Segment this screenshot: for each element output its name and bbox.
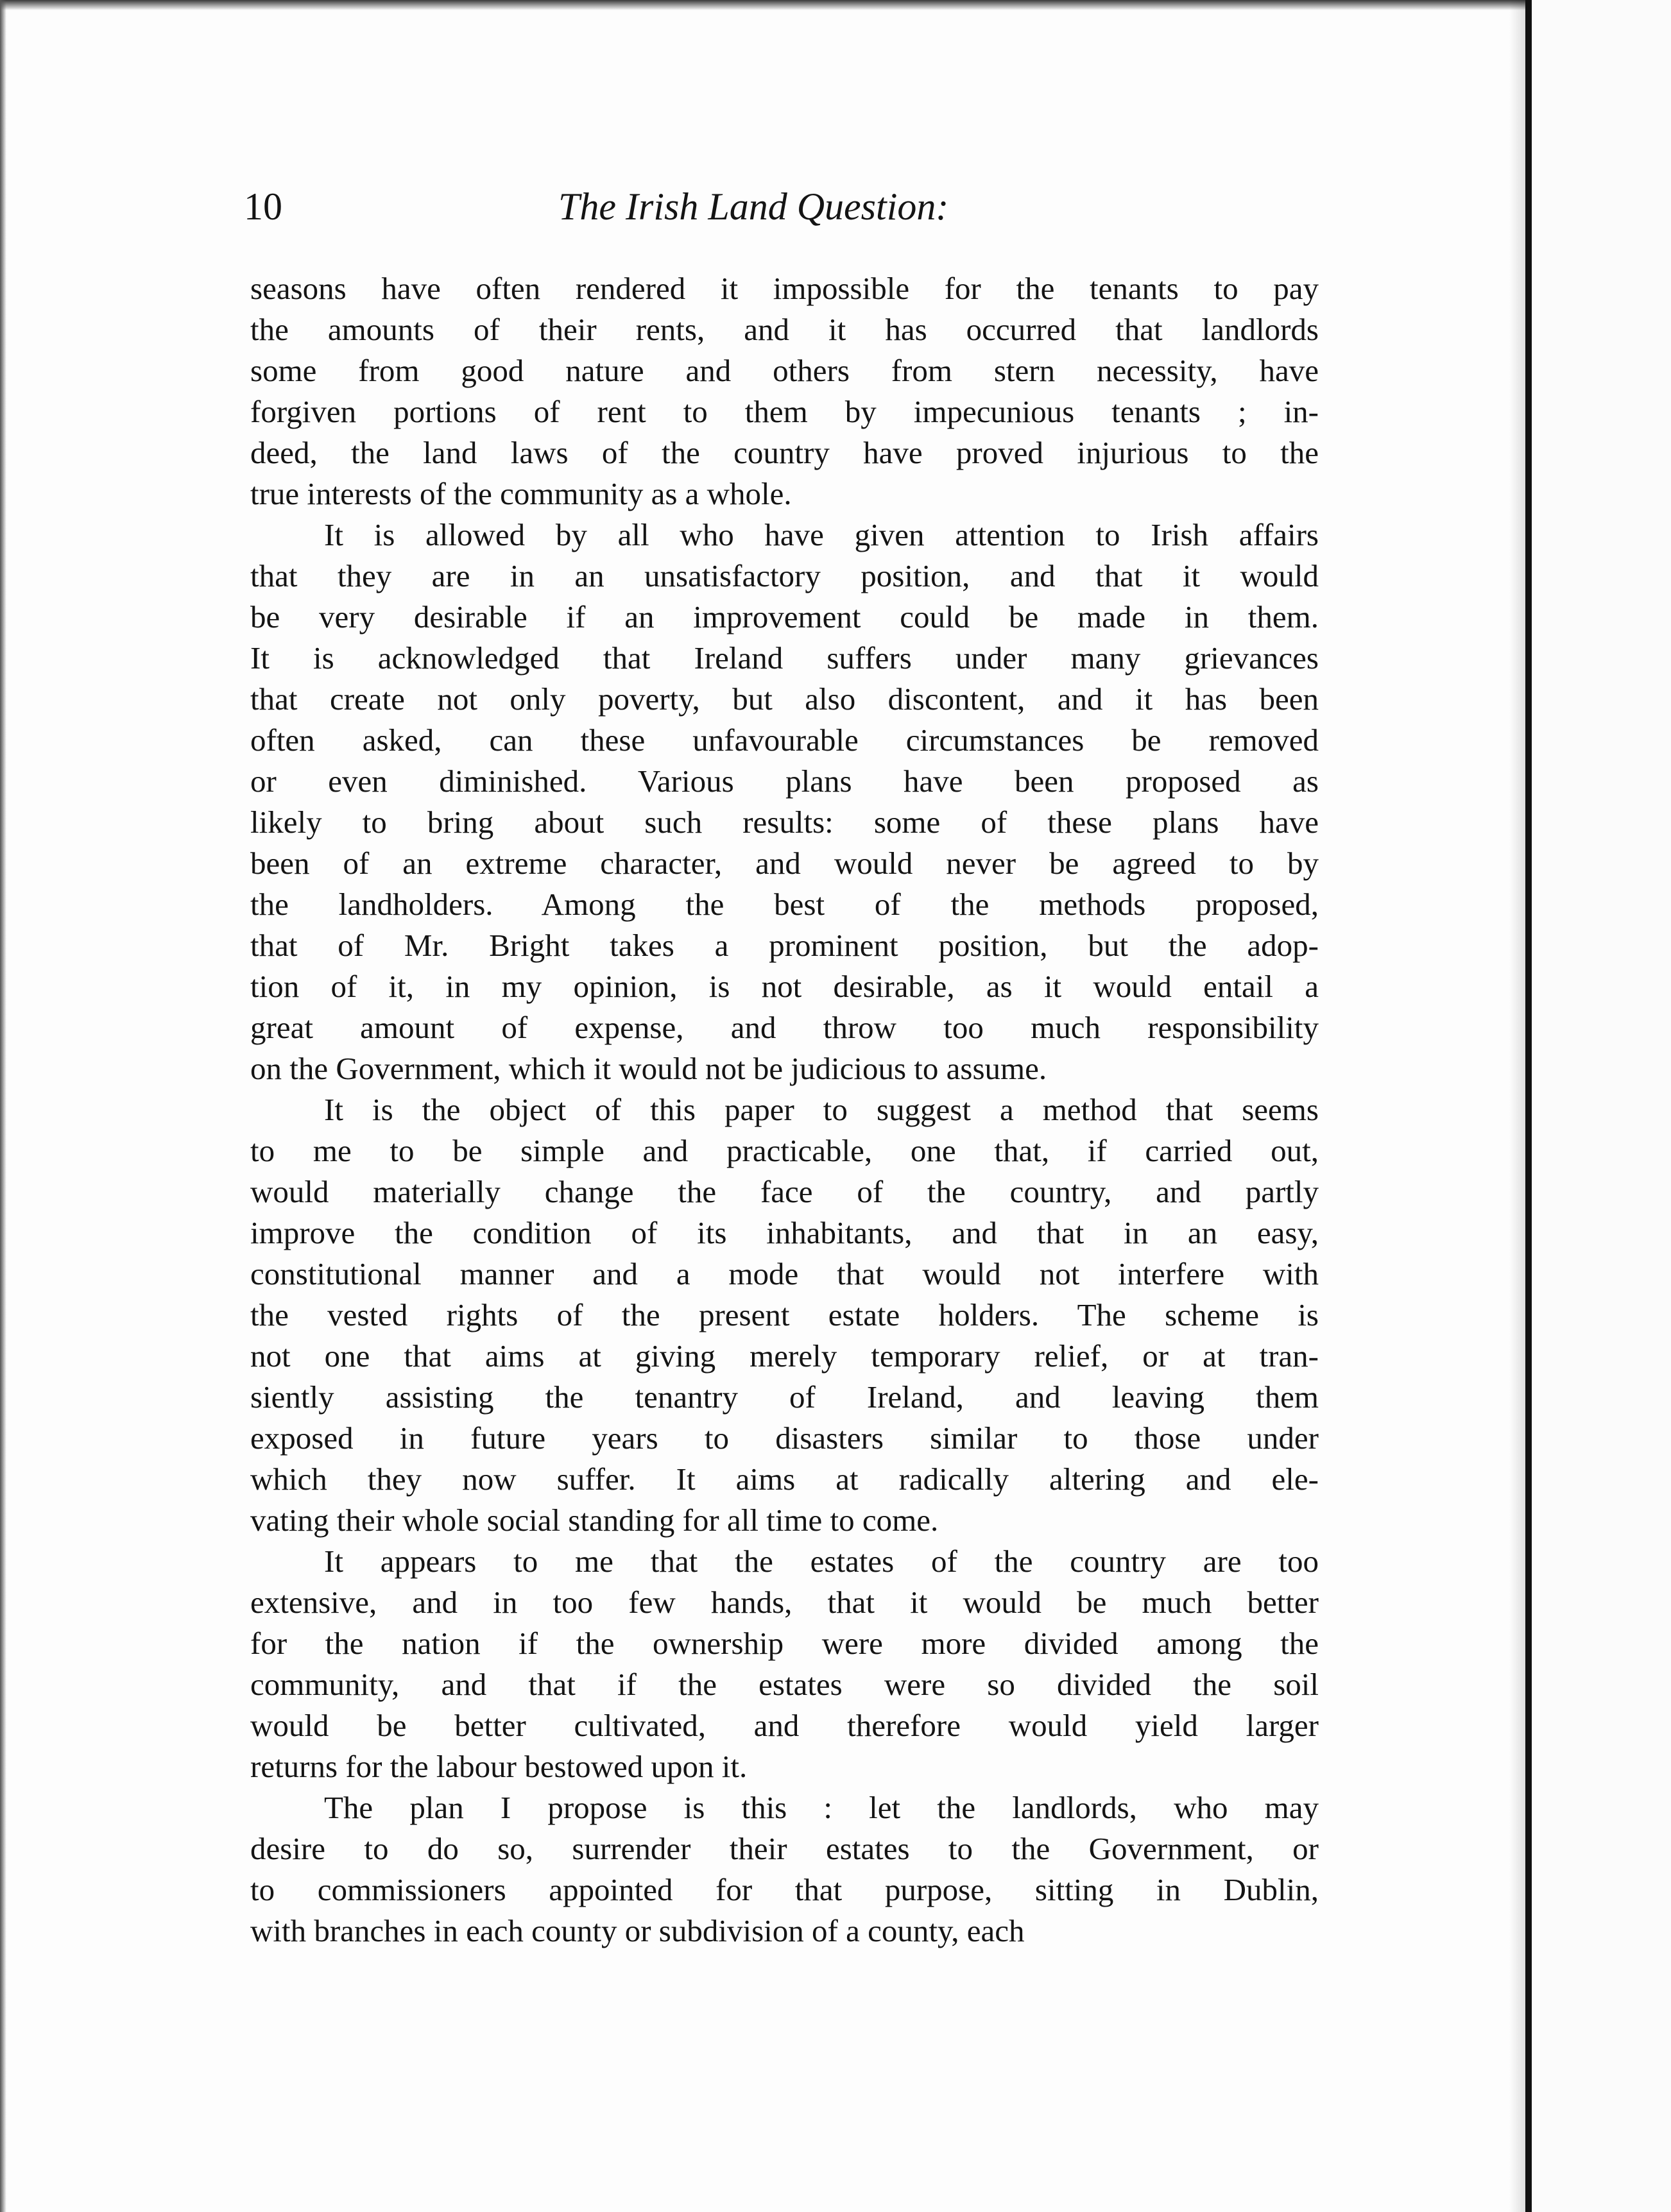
paragraph — [250, 268, 1319, 515]
text-line: constitutional manner and a mode that would not interfere with — [250, 1256, 1319, 1291]
text-line: that they are in an unsatisfactory position, and that it would — [250, 558, 1319, 593]
text-line: some from good nature and others from stern necessity, have — [250, 353, 1319, 388]
paragraph — [250, 1787, 1319, 1952]
text-line: desire to do so, surrender their estates to the Government, or — [250, 1831, 1319, 1866]
running-title: The Irish Land Question: — [558, 185, 949, 228]
text-line: on the Government, which it would not be judicious to assume. — [250, 1051, 1047, 1086]
body-text — [250, 268, 1319, 1952]
text-line: It is acknowledged that Ireland suffers under many grievances — [250, 640, 1319, 676]
text-line: that of Mr. Bright takes a prominent position, but the adop- — [250, 928, 1319, 963]
text-line: or even diminished. Various plans have been proposed as — [250, 763, 1319, 799]
text-line: the vested rights of the present estate holders. The scheme is — [250, 1297, 1319, 1332]
scan-edge-top — [0, 0, 1671, 10]
adjacent-page-edge — [1532, 0, 1671, 2212]
text-line: would materially change the face of the country, and partly — [250, 1174, 1319, 1209]
text-line: the landholders. Among the best of the methods proposed, — [250, 887, 1319, 922]
text-line: with branches in each county or subdivision of a county, each — [250, 1913, 1025, 1948]
text-line: The plan I propose is this : let the landlords, who may — [324, 1790, 1319, 1825]
text-line: improve the condition of its inhabitants, and that in an easy, — [250, 1215, 1319, 1250]
text-line: deed, the land laws of the country have proved injurious to the — [250, 435, 1319, 470]
text-line: It appears to me that the estates of the country are too — [324, 1544, 1319, 1579]
text-line: vating their whole social standing for all time to come. — [250, 1502, 939, 1538]
text-line: siently assisting the tenantry of Ireland, and leaving them — [250, 1379, 1319, 1415]
text-line: not one that aims at giving merely temporary relief, or at tran- — [250, 1338, 1319, 1374]
text-line: seasons have often rendered it impossible for the tenants to pay — [250, 271, 1319, 306]
text-line: community, and that if the estates were so divided the soil — [250, 1667, 1319, 1702]
paragraph — [250, 515, 1319, 1089]
text-line: which they now suffer. It aims at radically altering and ele- — [250, 1461, 1319, 1497]
text-line: to me to be simple and practicable, one that, if carried out, — [250, 1133, 1319, 1168]
text-line: to commissioners appointed for that purpose, sitting in Dublin, — [250, 1872, 1319, 1907]
text-line: been of an extreme character, and would never be agreed to by — [250, 846, 1319, 881]
text-line: often asked, can these unfavourable circumstances be removed — [250, 722, 1319, 758]
text-line: great amount of expense, and throw too much responsibility — [250, 1010, 1319, 1045]
text-line: be very desirable if an improvement could be made in them. — [250, 599, 1319, 634]
text-line: forgiven portions of rent to them by impecunious tenants ; in- — [250, 394, 1319, 429]
text-line: tion of it, in my opinion, is not desirable, as it would entail a — [250, 969, 1319, 1004]
text-line: exposed in future years to disasters similar to those under — [250, 1420, 1319, 1456]
running-head — [244, 181, 1335, 232]
paragraph — [250, 1089, 1319, 1541]
text-line: likely to bring about such results: some of these plans have — [250, 804, 1319, 840]
paragraph — [250, 1541, 1319, 1787]
text-line: It is allowed by all who have given attention to Irish affairs — [324, 517, 1319, 552]
page-number: 10 — [244, 185, 282, 228]
text-line: extensive, and in too few hands, that it would be much better — [250, 1585, 1319, 1620]
text-line: would be better cultivated, and therefore would yield larger — [250, 1708, 1319, 1743]
text-line: It is the object of this paper to suggest a method that seems — [324, 1092, 1319, 1127]
text-line: for the nation if the ownership were more divided among the — [250, 1626, 1319, 1661]
text-line: the amounts of their rents, and it has occurred that landlords — [250, 312, 1319, 347]
page-fold-shadow — [1509, 0, 1525, 2212]
scan-edge-left — [0, 0, 6, 2212]
text-line: that create not only poverty, but also discontent, and it has been — [250, 681, 1319, 717]
text-line: returns for the labour bestowed upon it. — [250, 1749, 748, 1784]
text-line: true interests of the community as a whole. — [250, 476, 792, 511]
page-fold-line — [1525, 0, 1532, 2212]
